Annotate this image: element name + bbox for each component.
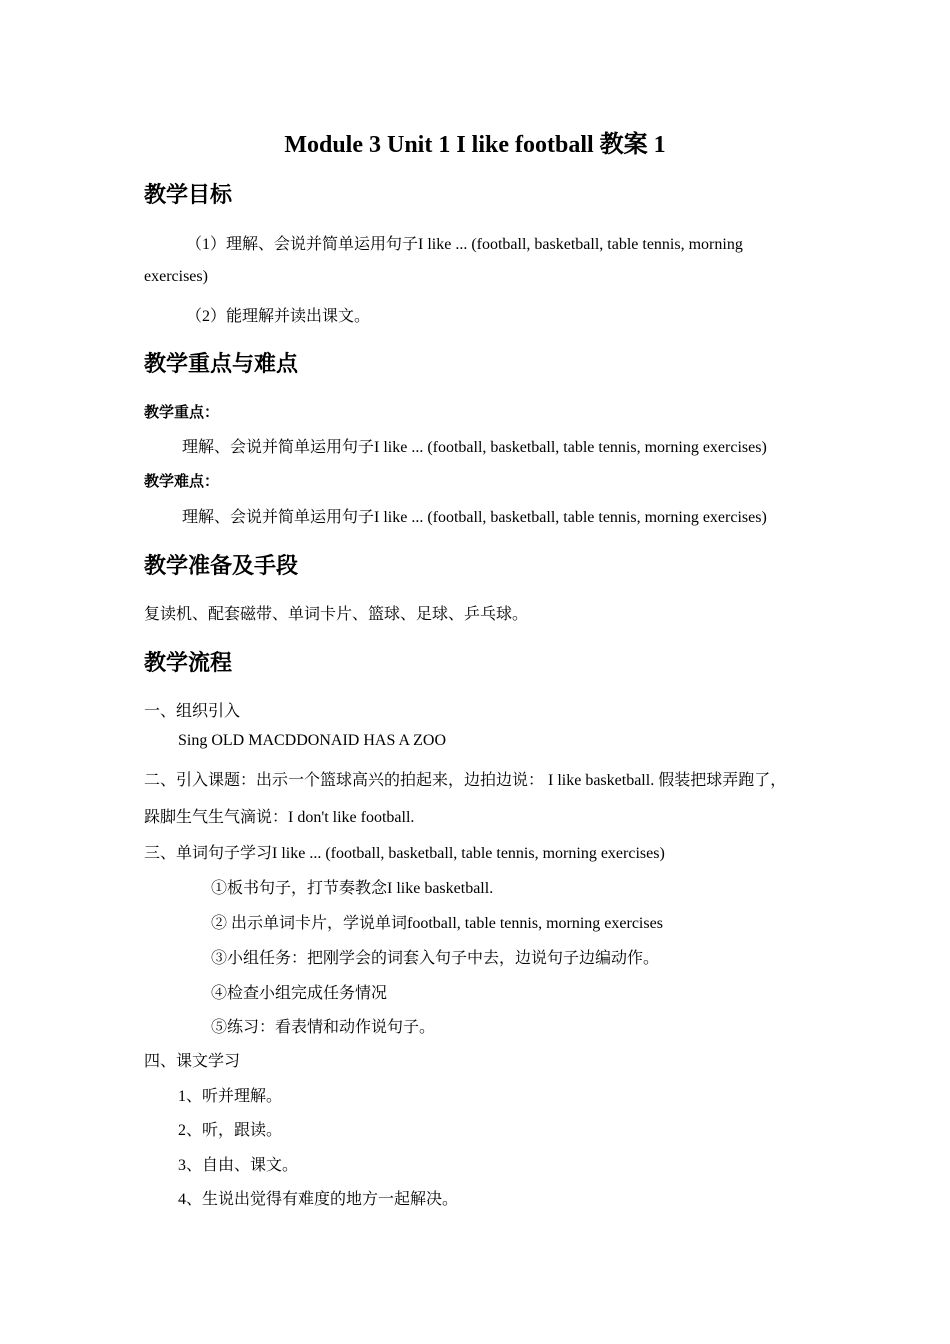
objective-item-2: （2）能理解并读出课文。 bbox=[186, 308, 371, 325]
preparation-text: 复读机、配套磁带、单词卡片、篮球、足球、乒乓球。 bbox=[144, 606, 529, 623]
process-step-2-line-2: 跺脚生气生气滴说：I don't like football. bbox=[144, 809, 415, 826]
objective-item-1-line-2: exercises) bbox=[144, 268, 208, 285]
difficulty-text: 理解、会说并简单运用句子I like ... (football, basketball, table tennis, morning exercises) bbox=[182, 509, 767, 526]
step-3-item-2: ② 出示单词卡片，学说单词football, table tennis, morning exercises bbox=[211, 915, 663, 932]
step-3-item-1: ①板书句子，打节奏教念I like basketball. bbox=[211, 880, 494, 897]
step-3-item-5: ⑤练习：看表情和动作说句子。 bbox=[211, 1019, 436, 1036]
process-step-2-line-1: 二、引入课题：出示一个篮球高兴的拍起来，边拍边说： I like basketball. 假装把球弄跑了， bbox=[144, 772, 787, 789]
process-step-1: 一、组织引入 bbox=[144, 703, 241, 720]
step-4-item-4: 4、生说出觉得有难度的地方一起解决。 bbox=[178, 1191, 459, 1208]
heading-process: 教学流程 bbox=[144, 651, 233, 676]
heading-preparation: 教学准备及手段 bbox=[144, 554, 299, 579]
step-4-item-1: 1、听并理解。 bbox=[178, 1088, 283, 1105]
step-4-item-3: 3、自由、课文。 bbox=[178, 1157, 299, 1174]
heading-objectives: 教学目标 bbox=[144, 183, 233, 208]
process-step-1-detail: Sing OLD MACDDONAID HAS A ZOO bbox=[178, 732, 447, 749]
step-3-item-4: ④检查小组完成任务情况 bbox=[211, 985, 388, 1002]
focus-label: 教学重点： bbox=[144, 403, 220, 421]
document-title: Module 3 Unit 1 I like football 教案 1 bbox=[284, 132, 666, 158]
objective-item-1-line-1: （1）理解、会说并简单运用句子I like ... (football, basketball, table tennis, morning bbox=[186, 236, 743, 253]
focus-text: 理解、会说并简单运用句子I like ... (football, basketball, table tennis, morning exercises) bbox=[182, 439, 767, 456]
process-step-3: 三、单词句子学习I like ... (football, basketball, table tennis, morning exercises) bbox=[144, 845, 665, 862]
process-step-4: 四、课文学习 bbox=[144, 1053, 241, 1070]
heading-key-points: 教学重点与难点 bbox=[144, 352, 299, 377]
step-3-item-3: ③小组任务：把刚学会的词套入句子中去，边说句子边编动作。 bbox=[211, 950, 660, 967]
difficulty-label: 教学难点： bbox=[144, 472, 220, 490]
step-4-item-2: 2、听，跟读。 bbox=[178, 1122, 283, 1139]
